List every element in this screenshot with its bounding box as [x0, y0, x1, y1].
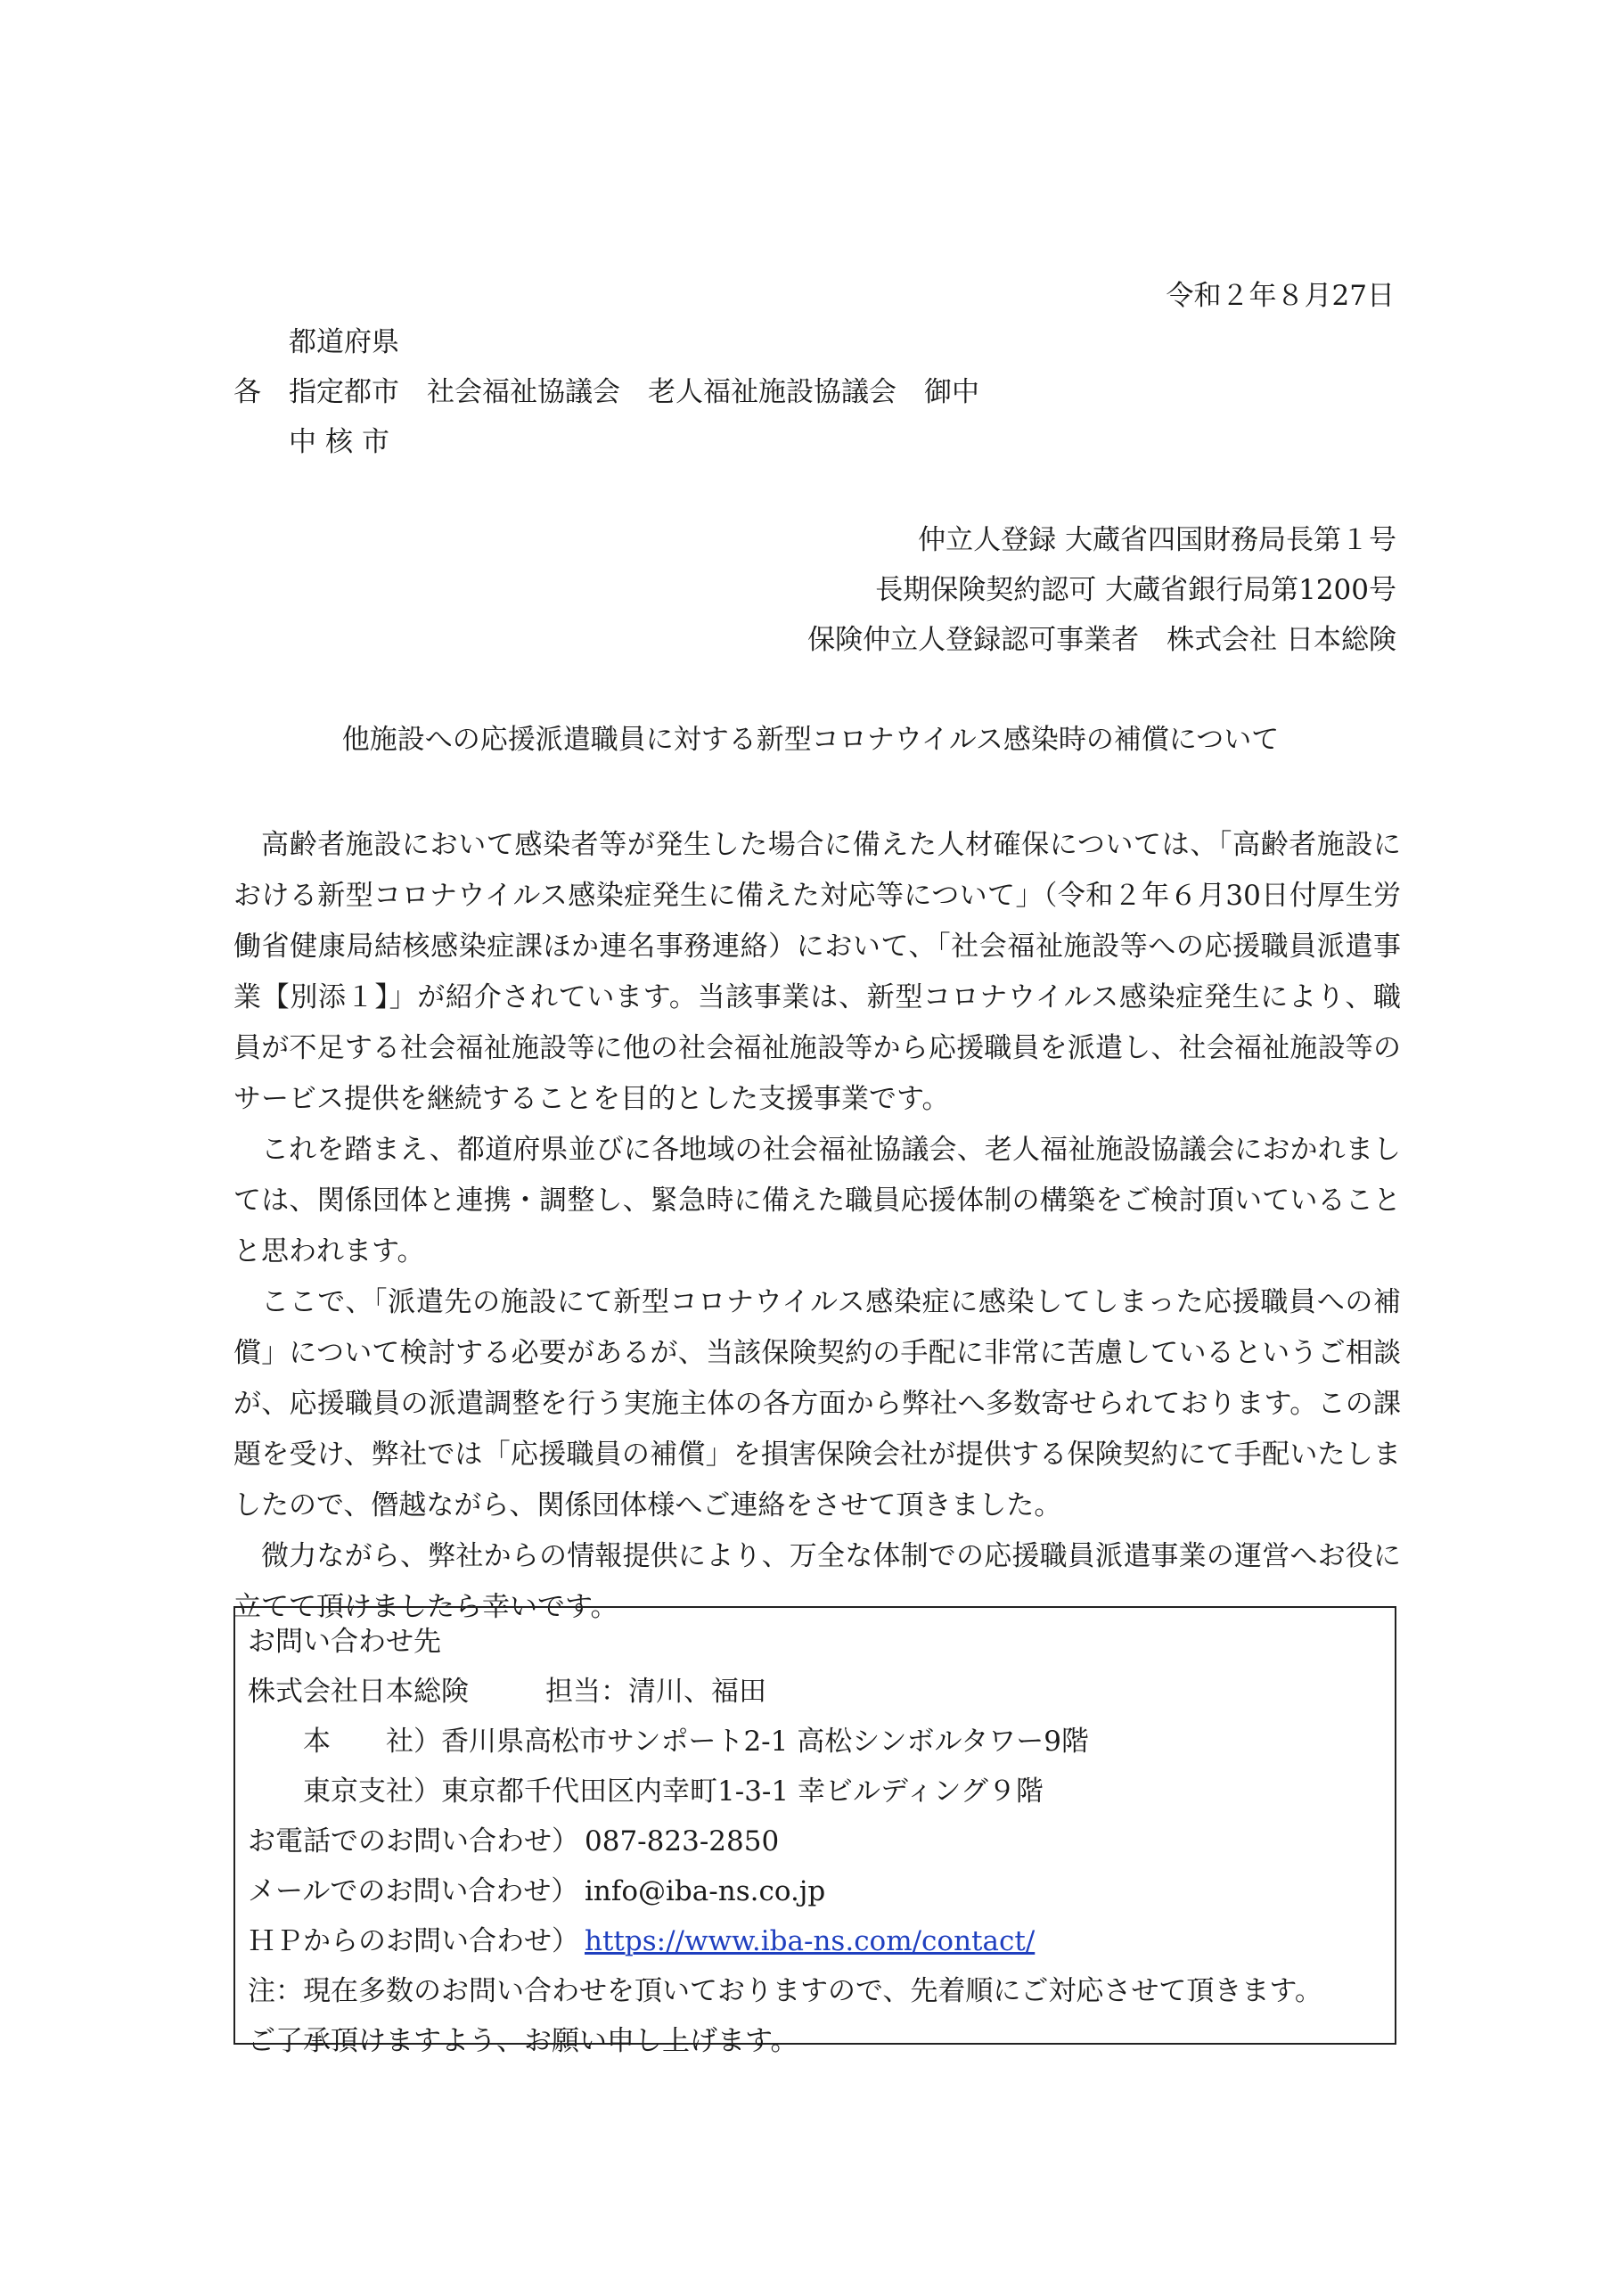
- addressee-prefix: 各: [233, 376, 261, 408]
- contact-heading: お問い合わせ先: [248, 1626, 441, 1658]
- contact-note-2: ご了承頂けますよう、お願い申し上げます。: [248, 2025, 798, 2057]
- contact-head-office-row: [248, 1717, 1382, 1767]
- sender-registration: 仲立人登録 大蔵省四国財務局長第１号: [918, 524, 1396, 556]
- body-text: [233, 820, 1401, 1633]
- contact-box: [233, 1606, 1396, 2057]
- sender-company: 保険仲立人登録認可事業者 株式会社 日本総険: [807, 624, 1396, 656]
- contact-web-link[interactable]: https://www.iba-ns.com/contact/: [585, 1925, 1036, 1957]
- contact-head-office-label: 本 社）: [303, 1726, 441, 1758]
- contact-web-row: [248, 1916, 1382, 1966]
- addressee-line-designated-cities: 指定都市 社会福祉協議会 老人福祉施設協議会 御中: [289, 376, 979, 408]
- contact-phone-label: お電話でのお問い合わせ）: [248, 1825, 579, 1857]
- contact-web-label: ＨＰからのお問い合わせ）: [248, 1925, 579, 1957]
- contact-staff: 担当：清川、福田: [545, 1676, 766, 1708]
- contact-tokyo-office-address: 東京都千代田区内幸町1-3-1 幸ビルディング９階: [441, 1775, 1044, 1808]
- body-paragraph-2: これを踏まえ、都道府県並びに各地域の社会福祉協議会、老人福祉施設協議会におかれましては、関係団体と連携・調整し、緊急時に備えた職員応援体制の構築をご検討頂いていることと思われます。: [233, 1134, 1401, 1267]
- contact-mail-address[interactable]: info@iba-ns.co.jp: [585, 1875, 826, 1907]
- document-date: 令和２年８月27日: [1166, 280, 1395, 312]
- addressee-line-prefectures: 都道府県: [289, 326, 399, 358]
- body-paragraph-4: 微力ながら、弊社からの情報提供により、万全な体制での応援職員派遣事業の運営へお役に立てて頂けましたら幸いです。: [233, 1540, 1401, 1623]
- sender-license: 長期保険契約認可 大蔵省銀行局第1200号: [875, 574, 1396, 606]
- contact-phone-row: [248, 1816, 1382, 1866]
- sender-block: [807, 522, 1396, 672]
- contact-company-row: [248, 1667, 1382, 1717]
- contact-tokyo-office-label: 東京支社）: [303, 1775, 441, 1808]
- body-paragraph-3: ここで、「派遣先の施設にて新型コロナウイルス感染症に感染してしまった応援職員への補償」について検討する必要があるが、当該保険契約の手配に非常に苦慮しているというご相談が、応援職員の派遣調整を行う実施主体の各方面から弊社へ多数寄せられております。この課題を受け、弊社では「応援職員の補償」を損害保険会社が提供する保険契約にて手配いたしましたので、僭越ながら、関係団体様へご連絡をさせて頂きました。: [233, 1286, 1401, 1521]
- contact-tokyo-office-row: [248, 1767, 1382, 1816]
- contact-head-office-address: 香川県高松市サンポート2-1 高松シンボルタワー9階: [441, 1726, 1089, 1758]
- contact-phone-number: 087-823-2850: [585, 1825, 780, 1857]
- addressee-block: [233, 324, 1125, 476]
- contact-mail-row: [248, 1866, 1382, 1916]
- contact-note-1: 注：現在多数のお問い合わせを頂いておりますので、先着順にご対応させて頂きます。: [248, 1975, 1322, 2007]
- contact-company: 株式会社日本総険: [248, 1676, 469, 1708]
- addressee-line-core-cities: 中核市: [289, 426, 398, 458]
- body-paragraph-1: 高齢者施設において感染者等が発生した場合に備えた人材確保については、「高齢者施設における新型コロナウイルス感染症発生に備えた対応等について」（令和２年６月30日付厚生労働省健康局結核感染症課ほか連名事務連絡）において、「社会福祉施設等への応援職員派遣事業【別添１】」が紹介されています。当該事業は、新型コロナウイルス感染症発生により、職員が不足する社会福祉施設等に他の社会福祉施設等から応援職員を派遣し、社会福祉施設等のサービス提供を継続することを目的とした支援事業です。: [233, 829, 1401, 1115]
- contact-mail-label: メールでのお問い合わせ）: [248, 1875, 579, 1907]
- document-subject: 他施設への応援派遣職員に対する新型コロナウイルス感染時の補償について: [341, 724, 1280, 756]
